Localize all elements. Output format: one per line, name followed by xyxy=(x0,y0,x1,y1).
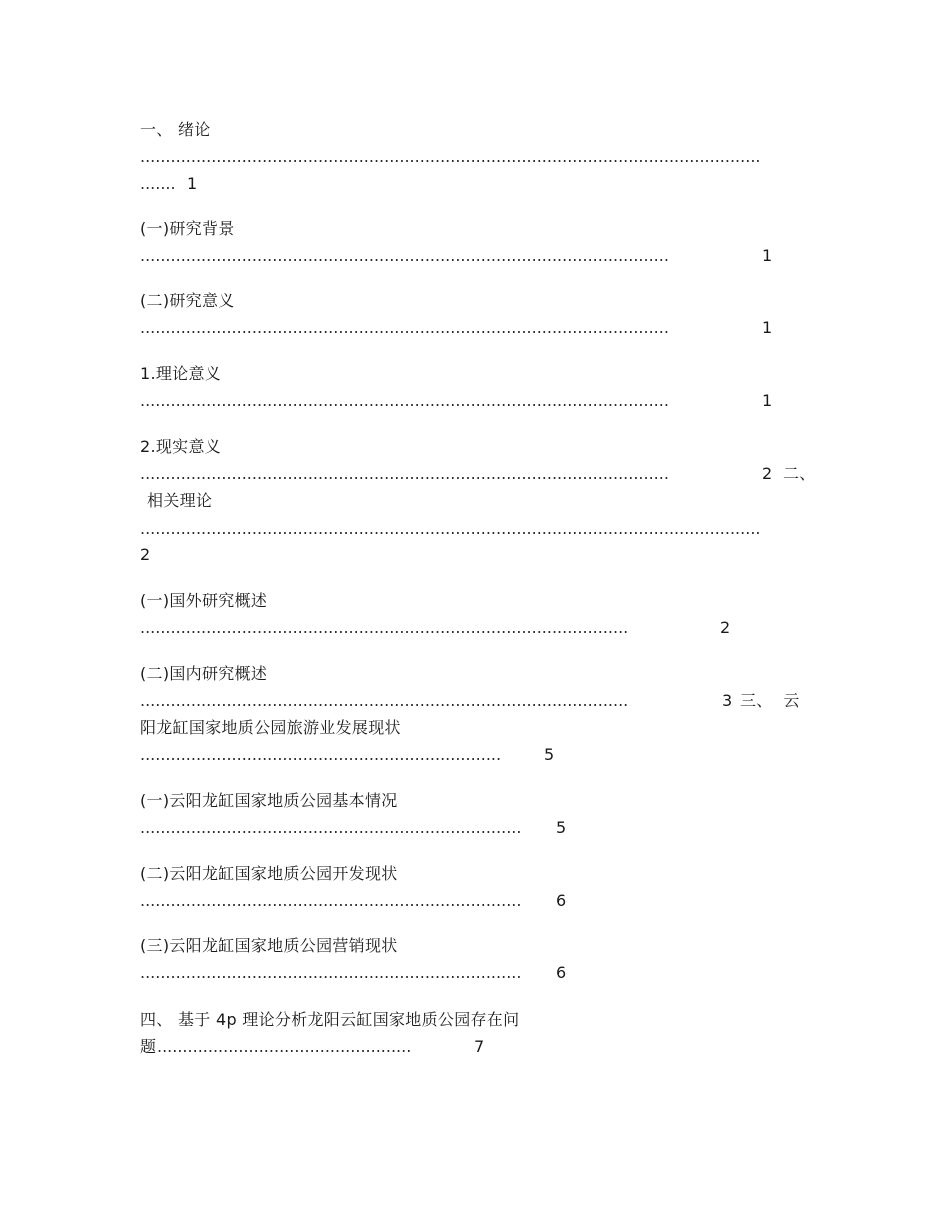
toc-leader-dots: ........................................................................................................ xyxy=(140,391,669,410)
toc-page-number: 5 xyxy=(556,818,567,837)
toc-page-number: 5 xyxy=(544,745,555,764)
toc-entry-title: (二)云阳龙缸国家地质公园开发现状 xyxy=(140,864,398,883)
toc-entry-title: 一、 绪论 xyxy=(140,120,211,139)
toc-leader-dots: .......................................................................................................................... xyxy=(140,519,761,538)
toc-leader-dots: .................................................. xyxy=(157,1037,412,1056)
toc-page-number: 2 xyxy=(762,464,773,483)
toc-entry-title: 阳龙缸国家地质公园旅游业发展现状 xyxy=(140,718,401,737)
toc-leader-dots: ........................................................................... xyxy=(140,963,522,982)
toc-leader-dots: ....................................................................... xyxy=(140,745,502,764)
toc-entry-title: (一)研究背景 xyxy=(140,219,235,238)
toc-page-number: 1 xyxy=(762,391,773,410)
toc-leader-dots: ........................................................................... xyxy=(140,818,522,837)
toc-entry-title: 三、 云 xyxy=(740,691,800,710)
toc-leader-dots: ........................................................................................................ xyxy=(140,246,669,265)
toc-page-number: 2 xyxy=(720,618,731,637)
toc-entry-title: (二)国内研究概述 xyxy=(140,664,268,683)
toc-page-number: 7 xyxy=(474,1037,485,1056)
toc-entry-title: 2.现实意义 xyxy=(140,437,222,456)
toc-leader-dots: ........................................................................... xyxy=(140,891,522,910)
toc-leader-dots: ................................................................................................ xyxy=(140,691,629,710)
toc-leader-dots: ................................................................................................ xyxy=(140,618,629,637)
toc-entry-title: 1.理论意义 xyxy=(140,364,222,383)
toc-leader-dots: ........................................................................................................ xyxy=(140,318,669,337)
toc-leader-dots: ....... xyxy=(140,174,176,193)
toc-page-number: 6 xyxy=(556,891,567,910)
toc-page-number: 1 xyxy=(762,246,773,265)
toc-leader-dots: ........................................................................................................ xyxy=(140,464,669,483)
toc-page-number: 6 xyxy=(556,963,567,982)
toc-entry-title: 相关理论 xyxy=(147,491,213,510)
toc-entry-title: (一)国外研究概述 xyxy=(140,591,268,610)
toc-entry-title: 题 xyxy=(140,1037,157,1056)
toc-leader-dots: .......................................................................................................................... xyxy=(140,147,761,166)
toc-entry-title: 二、 xyxy=(783,464,816,483)
toc-entry-title: (一)云阳龙缸国家地质公园基本情况 xyxy=(140,791,398,810)
toc-page-number: 2 xyxy=(140,545,151,564)
toc-page-number: 1 xyxy=(762,318,773,337)
toc-page-number: 1 xyxy=(187,174,198,193)
toc-page-number: 3 xyxy=(722,691,733,710)
toc-entry-title: (三)云阳龙缸国家地质公园营销现状 xyxy=(140,936,398,955)
toc-entry-title: 四、 基于 4p 理论分析龙阳云缸国家地质公园存在问 xyxy=(140,1010,520,1029)
toc-entry-title: (二)研究意义 xyxy=(140,291,235,310)
